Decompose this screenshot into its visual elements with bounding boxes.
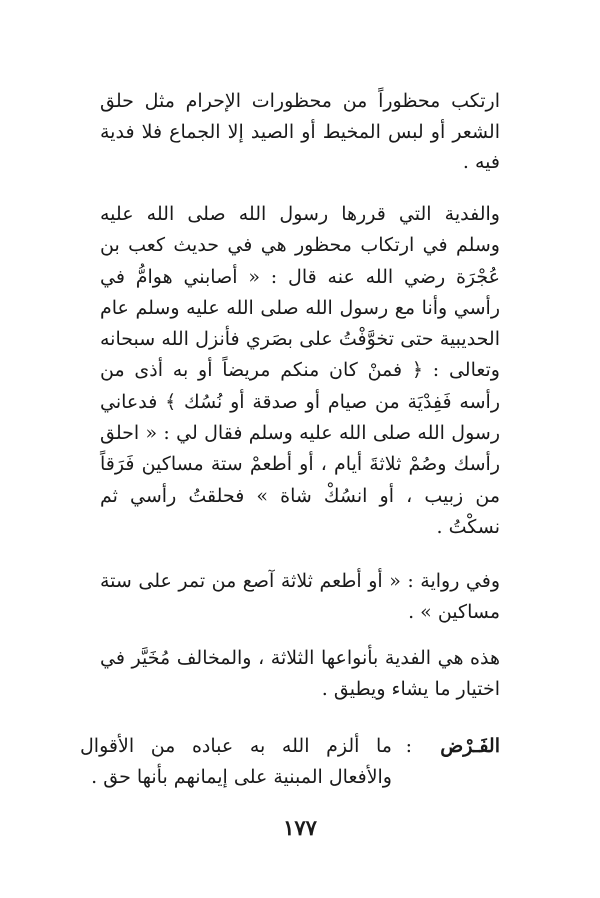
definition-term: الفَـرْض (440, 735, 500, 757)
paragraph-summary (100, 643, 500, 704)
paragraph-text: والفدية التي قررها رسول الله صلى الله عليه وسلم في ارتكاب محظور هي في حديث كعب بن عُجْرَة رضي الله عنه قال : « أصابني هوامُّ في رأسي وأنا مع رسول الله صلى الله عليه وسلم عام الحديبية حتى تخوَّفْتُ على بصَري فأنزل الله سبحانه وتعالى : ﴿ فمنْ كان منكم مريضاً أو به أذى من رأسه فَفِدْيَة من صيام أو صدقة أو نُسُك ﴾ فدعاني رسول الله صلى الله عليه وسلم فقال لي : « احلق رأسك وصُمْ ثلاثةَ أيام ، أو أطعمْ ستة مساكين فَرَقاً من زبيب ، أو انسُكْ شاة » فحلقتُ رأسي ثم نسكْتُ . (100, 203, 500, 538)
paragraph-text: ارتكب محظوراً من محظورات الإحرام مثل حلق الشعر أو لبس المخيط أو الصيد إلا الجماع فلا فدية فيه . (100, 90, 500, 173)
definition-text: ما ألزم الله به عباده من الأقوال والأفعال المبنية على إيمانهم بأنها حق . (80, 735, 392, 788)
paragraph-1 (100, 86, 500, 178)
paragraph-hadith (100, 199, 500, 543)
paragraph-text: هذه هي الفدية بأنواعها الثلاثة ، والمخالف مُخَيَّر في اختيار ما يشاء ويطيق . (100, 647, 500, 700)
paragraph-text: وفي رواية : « أو أطعم ثلاثة آصع من تمر على ستة مساكين » . (100, 570, 500, 623)
paragraph-narration (100, 566, 500, 627)
definition-entry (80, 731, 500, 792)
definition-colon: : (405, 735, 412, 757)
page-number: ١٧٧ (283, 815, 317, 840)
